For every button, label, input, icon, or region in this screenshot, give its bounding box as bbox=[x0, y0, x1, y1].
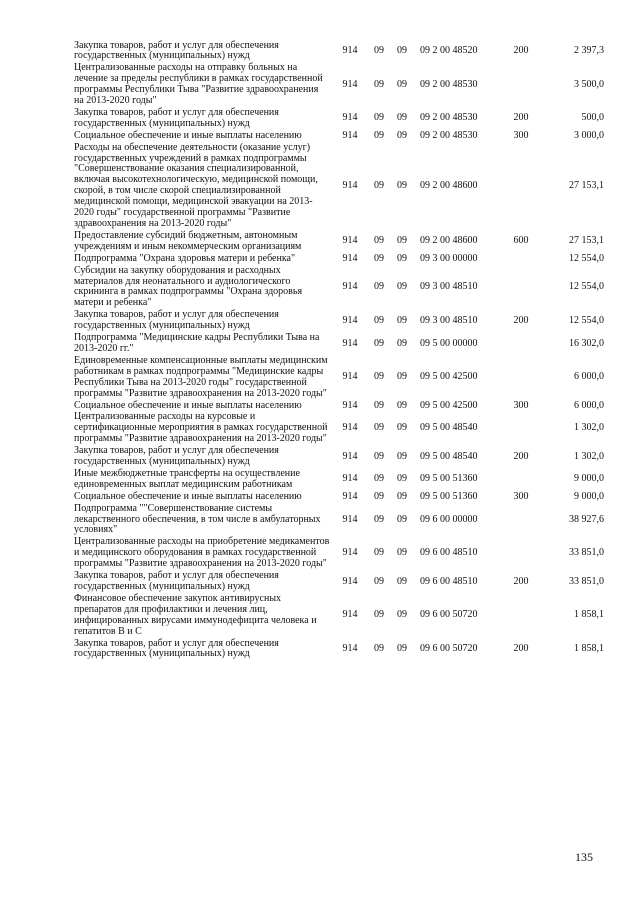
row-name: Подпрограмма "Медицинские кадры Республики Тыва на 2013-2020 гг." bbox=[74, 332, 320, 354]
row-section-code: 09 bbox=[374, 575, 384, 587]
row-subsection-code: 09 bbox=[397, 371, 407, 383]
table-row bbox=[74, 400, 604, 412]
table-row bbox=[74, 571, 604, 594]
budget-table-body bbox=[74, 40, 604, 661]
row-target-article-code: 09 2 00 48530 bbox=[420, 112, 478, 124]
row-subsection-code: 09 bbox=[397, 337, 407, 349]
row-ministry-code: 914 bbox=[342, 179, 358, 191]
row-section-code: 09 bbox=[374, 399, 384, 411]
row-section-code: 09 bbox=[374, 642, 384, 654]
row-target-article-code: 09 3 00 00000 bbox=[420, 252, 478, 264]
row-name: Социальное обеспечение и иные выплаты населению bbox=[74, 490, 302, 502]
row-target-article-code: 09 5 00 00000 bbox=[420, 337, 478, 349]
row-subsection-code: 09 bbox=[397, 422, 407, 434]
table-row bbox=[74, 107, 604, 130]
row-subsection-code: 09 bbox=[397, 490, 407, 502]
row-expense-type-code bbox=[506, 412, 536, 446]
row-ministry-code: 914 bbox=[342, 280, 358, 292]
row-name: Социальное обеспечение и иные выплаты населению bbox=[74, 399, 302, 411]
row-section-code: 09 bbox=[374, 547, 384, 559]
row-expense-type-code bbox=[506, 253, 536, 265]
row-subsection-code: 09 bbox=[397, 280, 407, 292]
row-amount: 33 851,0 bbox=[569, 547, 604, 559]
row-name: Закупка товаров, работ и услуг для обеспечения государственных (муниципальных) нужд bbox=[74, 39, 279, 62]
row-target-article-code: 09 2 00 48520 bbox=[420, 44, 478, 56]
table-row bbox=[74, 638, 604, 661]
table-row bbox=[74, 230, 604, 253]
row-name: Финансовое обеспечение закупок антивирусных препаратов для профилактики и лечения лиц, инфицированных вирусами иммунодефицита человека и гепатитов В и С bbox=[74, 592, 317, 637]
row-target-article-code: 09 6 00 48510 bbox=[420, 575, 478, 587]
row-amount: 3 000,0 bbox=[574, 129, 604, 141]
table-row bbox=[74, 468, 604, 491]
table-row bbox=[74, 63, 604, 108]
row-ministry-code: 914 bbox=[342, 252, 358, 264]
row-target-article-code: 09 5 00 42500 bbox=[420, 399, 478, 411]
row-subsection-code: 09 bbox=[397, 575, 407, 587]
row-ministry-code: 914 bbox=[342, 78, 358, 90]
row-expense-type-code: 200 bbox=[513, 44, 529, 56]
row-expense-type-code: 300 bbox=[513, 490, 529, 502]
row-name: Закупка товаров, работ и услуг для обеспечения государственных (муниципальных) нужд bbox=[74, 570, 279, 592]
row-subsection-code: 09 bbox=[397, 473, 407, 485]
row-amount: 38 927,6 bbox=[569, 513, 604, 525]
row-ministry-code: 914 bbox=[342, 337, 358, 349]
table-row bbox=[74, 142, 604, 230]
row-target-article-code: 09 5 00 48540 bbox=[420, 422, 478, 434]
table-row bbox=[74, 491, 604, 503]
row-section-code: 09 bbox=[374, 513, 384, 525]
row-section-code: 09 bbox=[374, 473, 384, 485]
row-expense-type-code bbox=[506, 63, 536, 108]
row-ministry-code: 914 bbox=[342, 642, 358, 654]
row-amount: 1 302,0 bbox=[574, 422, 604, 434]
row-amount: 1 302,0 bbox=[574, 450, 604, 462]
row-section-code: 09 bbox=[374, 609, 384, 621]
table-row bbox=[74, 253, 604, 265]
row-section-code: 09 bbox=[374, 252, 384, 264]
row-ministry-code: 914 bbox=[342, 547, 358, 559]
table-row bbox=[74, 355, 604, 400]
row-amount: 3 500,0 bbox=[574, 78, 604, 90]
row-name: Централизованные расходы на приобретение медикаментов и медицинского оборудования в рамках государственной программы "Развитие здравоохранения на 2013-2020 годы" bbox=[74, 536, 330, 570]
row-section-code: 09 bbox=[374, 337, 384, 349]
row-target-article-code: 09 5 00 51360 bbox=[420, 490, 478, 502]
row-name: Социальное обеспечение и иные выплаты населению bbox=[74, 129, 302, 141]
row-subsection-code: 09 bbox=[397, 129, 407, 141]
row-ministry-code: 914 bbox=[342, 490, 358, 502]
row-ministry-code: 914 bbox=[342, 44, 358, 56]
row-expense-type-code: 200 bbox=[513, 450, 529, 462]
row-target-article-code: 09 6 00 50720 bbox=[420, 642, 478, 654]
table-row bbox=[74, 310, 604, 333]
table-row bbox=[74, 446, 604, 469]
row-amount: 33 851,0 bbox=[569, 575, 604, 587]
row-target-article-code: 09 6 00 50720 bbox=[420, 609, 478, 621]
row-amount: 12 554,0 bbox=[569, 280, 604, 292]
row-expense-type-code bbox=[506, 333, 536, 356]
table-row bbox=[74, 593, 604, 638]
row-section-code: 09 bbox=[374, 314, 384, 326]
row-name: Единовременные компенсационные выплаты медицинским работникам в рамках подпрограммы "Медицинские кадры Республики Тыва на 2013-2020 годы" государственной программы "Развитие здравоохранения на 2013-2020 годы" bbox=[74, 354, 328, 399]
row-amount: 27 153,1 bbox=[569, 235, 604, 247]
table-row bbox=[74, 412, 604, 446]
row-section-code: 09 bbox=[374, 490, 384, 502]
row-subsection-code: 09 bbox=[397, 179, 407, 191]
row-amount: 6 000,0 bbox=[574, 371, 604, 383]
row-ministry-code: 914 bbox=[342, 399, 358, 411]
row-expense-type-code: 200 bbox=[513, 575, 529, 587]
row-subsection-code: 09 bbox=[397, 609, 407, 621]
row-subsection-code: 09 bbox=[397, 252, 407, 264]
row-amount: 9 000,0 bbox=[574, 473, 604, 485]
row-expense-type-code bbox=[506, 537, 536, 571]
table-row bbox=[74, 333, 604, 356]
row-ministry-code: 914 bbox=[342, 314, 358, 326]
row-target-article-code: 09 2 00 48530 bbox=[420, 129, 478, 141]
row-ministry-code: 914 bbox=[342, 575, 358, 587]
row-amount: 6 000,0 bbox=[574, 399, 604, 411]
row-amount: 2 397,3 bbox=[574, 44, 604, 56]
table-row bbox=[74, 503, 604, 537]
row-expense-type-code bbox=[506, 355, 536, 400]
table-row bbox=[74, 130, 604, 142]
row-section-code: 09 bbox=[374, 371, 384, 383]
row-target-article-code: 09 5 00 48540 bbox=[420, 450, 478, 462]
row-name: Закупка товаров, работ и услуг для обеспечения государственных (муниципальных) нужд bbox=[74, 309, 279, 332]
row-section-code: 09 bbox=[374, 179, 384, 191]
budget-table-page bbox=[74, 39, 604, 661]
row-target-article-code: 09 6 00 48510 bbox=[420, 547, 478, 559]
row-name: Централизованные расходы на курсовые и сертификационные мероприятия в рамках государственной программы "Развитие здравоохранения на 2013-2020 годы" bbox=[74, 411, 328, 445]
row-amount: 12 554,0 bbox=[569, 314, 604, 326]
row-target-article-code: 09 3 00 48510 bbox=[420, 280, 478, 292]
row-name: Расходы на обеспечение деятельности (оказание услуг) государственных учреждений в рамках подпрограммы "Совершенствование оказания специализированной, включая высокотехнологическую, медицинской помощи, скорой, в том числе скорой специализированной медицинской помощи, медицинской эвакуации на 2013-2020 годы" государственной программы "Развитие здравоохранения на 2013-2020 годы" bbox=[74, 141, 318, 229]
row-expense-type-code bbox=[506, 593, 536, 638]
table-row bbox=[74, 537, 604, 571]
row-section-code: 09 bbox=[374, 280, 384, 292]
row-expense-type-code bbox=[506, 503, 536, 537]
row-name: Подпрограмма ""Совершенствование системы лекарственного обеспечения, в том числе в амбулаторных условиях" bbox=[74, 502, 321, 536]
row-ministry-code: 914 bbox=[342, 235, 358, 247]
row-section-code: 09 bbox=[374, 422, 384, 434]
row-section-code: 09 bbox=[374, 44, 384, 56]
row-subsection-code: 09 bbox=[397, 314, 407, 326]
row-amount: 1 858,1 bbox=[574, 609, 604, 621]
row-name: Централизованные расходы на отправку больных на лечение за пределы республики в рамках государственной программы Республики Тыва "Развитие здравоохранения на 2013-2020 годы" bbox=[74, 62, 323, 107]
row-name: Иные межбюджетные трансферты на осуществление единовременных выплат медицинским работникам bbox=[74, 467, 300, 490]
row-ministry-code: 914 bbox=[342, 513, 358, 525]
row-target-article-code: 09 5 00 42500 bbox=[420, 371, 478, 383]
row-target-article-code: 09 3 00 48510 bbox=[420, 314, 478, 326]
row-expense-type-code: 300 bbox=[513, 399, 529, 411]
row-amount: 9 000,0 bbox=[574, 490, 604, 502]
page-number: 135 bbox=[575, 850, 593, 864]
row-subsection-code: 09 bbox=[397, 112, 407, 124]
row-ministry-code: 914 bbox=[342, 450, 358, 462]
row-name: Субсидии на закупку оборудования и расходных материалов для неонатального и аудиологического скрининга в рамках подпрограммы "Охрана здоровья матери и ребенка" bbox=[74, 264, 303, 309]
row-subsection-code: 09 bbox=[397, 235, 407, 247]
row-expense-type-code: 200 bbox=[513, 314, 529, 326]
row-expense-type-code: 600 bbox=[513, 235, 529, 247]
row-ministry-code: 914 bbox=[342, 112, 358, 124]
row-target-article-code: 09 5 00 51360 bbox=[420, 473, 478, 485]
row-target-article-code: 09 6 00 00000 bbox=[420, 513, 478, 525]
row-section-code: 09 bbox=[374, 112, 384, 124]
row-section-code: 09 bbox=[374, 235, 384, 247]
row-name: Закупка товаров, работ и услуг для обеспечения государственных (муниципальных) нужд bbox=[74, 106, 279, 129]
row-subsection-code: 09 bbox=[397, 642, 407, 654]
row-target-article-code: 09 2 00 48530 bbox=[420, 78, 478, 90]
row-expense-type-code: 300 bbox=[513, 129, 529, 141]
row-subsection-code: 09 bbox=[397, 44, 407, 56]
row-name: Закупка товаров, работ и услуг для обеспечения государственных (муниципальных) нужд bbox=[74, 445, 279, 468]
row-name: Предоставление субсидий бюджетным, автономным учреждениям и иным некоммерческим организациям bbox=[74, 229, 302, 252]
row-ministry-code: 914 bbox=[342, 609, 358, 621]
row-expense-type-code bbox=[506, 265, 536, 310]
row-section-code: 09 bbox=[374, 129, 384, 141]
row-ministry-code: 914 bbox=[342, 422, 358, 434]
row-amount: 1 858,1 bbox=[574, 642, 604, 654]
row-expense-type-code: 200 bbox=[513, 112, 529, 124]
row-expense-type-code bbox=[506, 142, 536, 230]
row-subsection-code: 09 bbox=[397, 547, 407, 559]
row-target-article-code: 09 2 00 48600 bbox=[420, 235, 478, 247]
budget-table bbox=[74, 40, 604, 661]
row-ministry-code: 914 bbox=[342, 473, 358, 485]
row-name: Подпрограмма "Охрана здоровья матери и ребенка" bbox=[74, 252, 296, 264]
row-subsection-code: 09 bbox=[397, 450, 407, 462]
row-ministry-code: 914 bbox=[342, 129, 358, 141]
row-amount: 12 554,0 bbox=[569, 252, 604, 264]
row-subsection-code: 09 bbox=[397, 399, 407, 411]
row-amount: 16 302,0 bbox=[569, 337, 604, 349]
row-expense-type-code: 200 bbox=[513, 642, 529, 654]
row-ministry-code: 914 bbox=[342, 371, 358, 383]
table-row bbox=[74, 265, 604, 310]
row-target-article-code: 09 2 00 48600 bbox=[420, 179, 478, 191]
row-name: Закупка товаров, работ и услуг для обеспечения государственных (муниципальных) нужд bbox=[74, 637, 279, 660]
row-subsection-code: 09 bbox=[397, 513, 407, 525]
row-expense-type-code bbox=[506, 468, 536, 491]
row-section-code: 09 bbox=[374, 450, 384, 462]
row-subsection-code: 09 bbox=[397, 78, 407, 90]
row-amount: 500,0 bbox=[581, 112, 604, 124]
row-amount: 27 153,1 bbox=[569, 179, 604, 191]
row-section-code: 09 bbox=[374, 78, 384, 90]
table-row bbox=[74, 40, 604, 63]
